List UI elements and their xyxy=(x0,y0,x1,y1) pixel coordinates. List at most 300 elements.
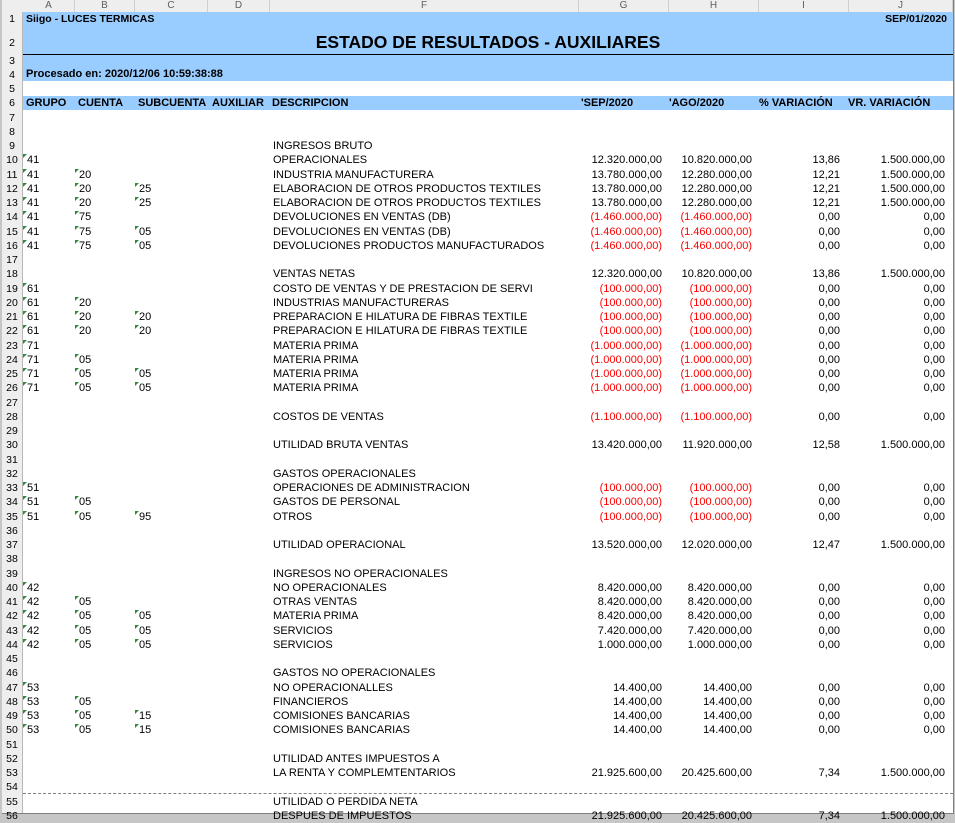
cell-sep[interactable]: 13.520.000,00 xyxy=(591,539,662,551)
cell-descripcion[interactable]: OTRAS VENTAS xyxy=(273,596,358,608)
cell-ago[interactable]: 12.280.000,00 xyxy=(681,182,752,195)
column-header-i[interactable]: I xyxy=(759,0,849,12)
cell-pct[interactable]: 0,00 xyxy=(818,638,840,651)
cell-descripcion[interactable]: MATERIA PRIMA xyxy=(273,610,359,623)
cell-pct[interactable]: 0,00 xyxy=(818,382,840,395)
cell-subcuenta[interactable]: 05 xyxy=(139,638,152,651)
row-number[interactable]: 47 xyxy=(6,681,18,694)
row-number[interactable]: 53 xyxy=(6,767,18,779)
cell-pct[interactable]: 0,00 xyxy=(818,581,840,594)
cell-grupo[interactable]: 41 xyxy=(27,197,40,209)
row-number[interactable]: 23 xyxy=(6,339,18,352)
cell-grupo[interactable]: 61 xyxy=(27,325,40,338)
row-number[interactable]: 43 xyxy=(6,624,18,637)
cell-descripcion[interactable]: COSTO DE VENTAS Y DE PRESTACION DE SERVI xyxy=(273,282,533,295)
cell-descripcion[interactable]: MATERIA PRIMA xyxy=(273,382,359,395)
cell-pct[interactable]: 0,00 xyxy=(818,496,840,509)
cell-pct[interactable]: 12,58 xyxy=(812,439,840,452)
cell-descripcion[interactable]: UTILIDAD O PERDIDA NETA xyxy=(273,795,418,808)
cell-sep[interactable]: 14.400,00 xyxy=(613,681,662,694)
cell-sep[interactable]: 12.320.000,00 xyxy=(591,154,662,167)
cell-vr[interactable]: 0,00 xyxy=(923,311,945,323)
cell-grupo[interactable]: 41 xyxy=(27,225,40,238)
cell-descripcion[interactable]: INGRESOS NO OPERACIONALES xyxy=(273,567,448,580)
cell-grupo[interactable]: 53 xyxy=(27,724,40,737)
row-number[interactable]: 17 xyxy=(6,254,18,266)
cell-subcuenta[interactable]: 20 xyxy=(139,325,152,338)
row-number[interactable]: 39 xyxy=(6,567,18,580)
cell-subcuenta[interactable]: 05 xyxy=(139,624,152,637)
cell-pct[interactable]: 0,00 xyxy=(818,368,840,380)
col-ago[interactable]: 'AGO/2020 xyxy=(669,97,725,109)
cell-sep[interactable]: 8.420.000,00 xyxy=(597,596,662,608)
cell-sep[interactable]: 13.420.000,00 xyxy=(591,439,662,452)
cell-grupo[interactable]: 41 xyxy=(27,211,40,224)
cell-ago[interactable]: 14.400,00 xyxy=(703,681,752,694)
cell-ago[interactable]: 8.420.000,00 xyxy=(687,610,752,623)
cell-sep[interactable]: (1.000.000,00) xyxy=(590,353,662,366)
cell-cuenta[interactable]: 05 xyxy=(79,368,92,380)
row-number[interactable]: 10 xyxy=(6,154,18,167)
row-number[interactable]: 52 xyxy=(6,752,18,765)
row-number[interactable]: 51 xyxy=(6,738,18,751)
cell-grupo[interactable]: 41 xyxy=(27,154,40,167)
cell-ago[interactable]: (1.100.000,00) xyxy=(680,410,752,423)
cell-descripcion[interactable]: UTILIDAD BRUTA VENTAS xyxy=(273,439,409,452)
cell-pct[interactable]: 13,86 xyxy=(812,268,840,281)
cell-grupo[interactable]: 51 xyxy=(27,510,40,523)
cell-cuenta[interactable]: 20 xyxy=(79,182,92,195)
cell-subcuenta[interactable]: 95 xyxy=(139,510,152,523)
cell-vr[interactable]: 1.500.000,00 xyxy=(880,182,945,195)
cell-ago[interactable]: 10.820.000,00 xyxy=(681,154,752,167)
cell-pct[interactable]: 0,00 xyxy=(818,353,840,366)
cell-sep[interactable]: (1.000.000,00) xyxy=(590,339,662,352)
row-number[interactable]: 6 xyxy=(9,97,15,110)
column-header-j[interactable]: J xyxy=(849,0,953,12)
cell-sep[interactable]: (100.000,00) xyxy=(599,482,662,494)
cell-vr[interactable]: 0,00 xyxy=(923,638,945,651)
row-number[interactable]: 32 xyxy=(6,467,18,480)
row-number[interactable]: 45 xyxy=(6,653,18,665)
row-number[interactable]: 22 xyxy=(6,325,18,338)
cell-vr[interactable]: 1.500.000,00 xyxy=(880,439,945,452)
row-number[interactable]: 15 xyxy=(6,225,18,238)
cell-vr[interactable]: 0,00 xyxy=(923,325,945,338)
row-number[interactable]: 13 xyxy=(6,197,18,209)
row-number[interactable]: 56 xyxy=(6,809,18,822)
col-descripcion[interactable]: DESCRIPCION xyxy=(272,97,349,109)
cell-ago[interactable]: 20.425.600,00 xyxy=(681,767,752,779)
cell-ago[interactable]: (100.000,00) xyxy=(689,282,752,295)
cell-ago[interactable]: 14.400,00 xyxy=(703,724,752,737)
cell-descripcion[interactable]: NO OPERACIONALLES xyxy=(273,681,393,694)
company-name[interactable]: Siigo - LUCES TERMICAS xyxy=(26,13,155,25)
cell-ago[interactable]: 7.420.000,00 xyxy=(687,624,752,637)
cell-pct[interactable]: 7,34 xyxy=(818,809,840,822)
cell-ago[interactable]: (1.460.000,00) xyxy=(680,239,752,252)
cell-descripcion[interactable]: SERVICIOS xyxy=(273,624,333,637)
cell-descripcion[interactable]: VENTAS NETAS xyxy=(273,268,356,281)
cell-cuenta[interactable]: 05 xyxy=(79,510,92,523)
cell-descripcion[interactable]: FINANCIEROS xyxy=(273,695,349,708)
cell-sep[interactable]: 14.400,00 xyxy=(613,695,662,708)
page-title[interactable]: ESTADO DE RESULTADOS - AUXILIARES xyxy=(315,32,661,52)
row-number[interactable]: 14 xyxy=(6,211,18,224)
cell-vr[interactable]: 0,00 xyxy=(923,211,945,224)
row-number[interactable]: 1 xyxy=(9,13,15,25)
cell-ago[interactable]: (100.000,00) xyxy=(689,482,752,494)
cell-grupo[interactable]: 71 xyxy=(27,353,40,366)
cell-grupo[interactable]: 53 xyxy=(27,681,40,694)
cell-ago[interactable]: 11.920.000,00 xyxy=(682,439,752,452)
cell-vr[interactable]: 0,00 xyxy=(923,681,945,694)
cell-pct[interactable]: 0,00 xyxy=(818,211,840,224)
column-header-h[interactable]: H xyxy=(669,0,759,12)
cell-grupo[interactable]: 42 xyxy=(27,581,40,594)
row-number[interactable]: 31 xyxy=(6,453,18,466)
cell-sep[interactable]: 21.925.600,00 xyxy=(591,809,662,822)
cell-subcuenta[interactable]: 05 xyxy=(139,368,152,380)
cell-sep[interactable]: 8.420.000,00 xyxy=(597,610,662,623)
cell-vr[interactable]: 0,00 xyxy=(923,239,945,252)
cell-vr[interactable]: 0,00 xyxy=(923,610,945,623)
cell-ago[interactable]: (100.000,00) xyxy=(689,510,752,523)
cell-cuenta[interactable]: 75 xyxy=(79,225,92,238)
cell-cuenta[interactable]: 05 xyxy=(79,382,92,395)
cell-subcuenta[interactable]: 05 xyxy=(139,382,152,395)
cell-cuenta[interactable]: 05 xyxy=(79,695,92,708)
col-pct[interactable]: % VARIACIÓN xyxy=(759,97,833,109)
cell-descripcion[interactable]: UTILIDAD OPERACIONAL xyxy=(273,539,406,551)
cell-sep[interactable]: (1.460.000,00) xyxy=(590,239,662,252)
cell-descripcion[interactable]: ELABORACION DE OTROS PRODUCTOS TEXTILES xyxy=(273,197,541,209)
cell-descripcion[interactable]: DEVOLUCIONES EN VENTAS (DB) xyxy=(273,225,451,238)
row-number[interactable]: 7 xyxy=(9,111,15,124)
cell-sep[interactable]: (1.100.000,00) xyxy=(590,410,662,423)
col-sep[interactable]: 'SEP/2020 xyxy=(581,97,634,109)
row-number[interactable]: 20 xyxy=(6,296,18,309)
cell-grupo[interactable]: 71 xyxy=(27,368,40,380)
cell-pct[interactable]: 12,47 xyxy=(812,539,840,551)
row-number[interactable]: 48 xyxy=(6,695,18,708)
row-number[interactable]: 5 xyxy=(9,83,15,95)
row-number[interactable]: 41 xyxy=(6,596,18,608)
cell-sep[interactable]: (1.000.000,00) xyxy=(590,368,662,380)
cell-grupo[interactable]: 51 xyxy=(27,496,40,509)
cell-pct[interactable]: 0,00 xyxy=(818,510,840,523)
cell-cuenta[interactable]: 05 xyxy=(79,624,92,637)
row-number[interactable]: 27 xyxy=(6,396,18,409)
cell-cuenta[interactable]: 75 xyxy=(79,239,92,252)
cell-subcuenta[interactable]: 15 xyxy=(139,724,152,737)
row-number[interactable]: 36 xyxy=(6,524,18,537)
cell-descripcion[interactable]: COMISIONES BANCARIAS xyxy=(273,724,410,737)
row-number[interactable]: 18 xyxy=(6,268,18,281)
cell-vr[interactable]: 0,00 xyxy=(923,410,945,423)
cell-pct[interactable]: 0,00 xyxy=(818,624,840,637)
cell-vr[interactable]: 0,00 xyxy=(923,368,945,380)
cell-sep[interactable]: (100.000,00) xyxy=(599,296,662,309)
cell-cuenta[interactable]: 20 xyxy=(79,311,92,323)
cell-vr[interactable]: 0,00 xyxy=(923,710,945,722)
row-number[interactable]: 24 xyxy=(6,353,18,366)
row-number[interactable]: 25 xyxy=(6,368,18,380)
cell-ago[interactable]: (1.460.000,00) xyxy=(680,211,752,224)
cell-cuenta[interactable]: 05 xyxy=(79,353,92,366)
row-number[interactable]: 2 xyxy=(9,37,15,49)
cell-pct[interactable]: 0,00 xyxy=(818,482,840,494)
cell-descripcion[interactable]: PREPARACION E HILATURA DE FIBRAS TEXTILE xyxy=(273,325,528,338)
column-header-f[interactable]: F xyxy=(270,0,579,12)
cell-pct[interactable]: 0,00 xyxy=(818,339,840,352)
cell-vr[interactable]: 1.500.000,00 xyxy=(880,268,945,281)
column-header-a[interactable]: A xyxy=(23,0,75,12)
cell-sep[interactable]: 14.400,00 xyxy=(613,710,662,722)
cell-ago[interactable]: (100.000,00) xyxy=(689,496,752,509)
cell-descripcion[interactable]: DESPUES DE IMPUESTOS xyxy=(273,809,412,822)
cell-grupo[interactable]: 42 xyxy=(27,638,40,651)
cell-pct[interactable]: 0,00 xyxy=(818,225,840,238)
cell-grupo[interactable]: 53 xyxy=(27,710,40,722)
cell-vr[interactable]: 1.500.000,00 xyxy=(880,767,945,779)
row-number[interactable]: 8 xyxy=(9,125,15,138)
cell-sep[interactable]: (100.000,00) xyxy=(599,510,662,523)
cell-descripcion[interactable]: OPERACIONALES xyxy=(273,154,368,167)
row-number[interactable]: 4 xyxy=(9,68,15,81)
cell-sep[interactable]: (1.460.000,00) xyxy=(590,225,662,238)
cell-ago[interactable]: 8.420.000,00 xyxy=(687,581,752,594)
cell-descripcion[interactable]: GASTOS NO OPERACIONALES xyxy=(273,667,436,680)
row-number[interactable]: 42 xyxy=(6,610,18,623)
cell-cuenta[interactable]: 20 xyxy=(79,296,92,309)
row-number[interactable]: 54 xyxy=(6,781,18,794)
cell-descripcion[interactable]: DEVOLUCIONES PRODUCTOS MANUFACTURADOS xyxy=(273,239,545,252)
cell-ago[interactable]: 12.020.000,00 xyxy=(681,539,752,551)
row-number[interactable]: 34 xyxy=(6,496,18,509)
row-number[interactable]: 30 xyxy=(6,439,18,452)
cell-grupo[interactable]: 42 xyxy=(27,610,40,623)
cell-descripcion[interactable]: INDUSTRIA MANUFACTURERA xyxy=(273,168,434,181)
cell-ago[interactable]: 14.400,00 xyxy=(703,710,752,722)
col-auxiliar[interactable]: AUXILIAR xyxy=(212,97,264,109)
col-subcuenta[interactable]: SUBCUENTA xyxy=(138,97,207,109)
cell-pct[interactable]: 0,00 xyxy=(818,710,840,722)
cell-ago[interactable]: (100.000,00) xyxy=(689,296,752,309)
cell-vr[interactable]: 1.500.000,00 xyxy=(880,539,945,551)
cell-grupo[interactable]: 41 xyxy=(27,239,40,252)
cell-vr[interactable]: 0,00 xyxy=(923,225,945,238)
cell-subcuenta[interactable]: 05 xyxy=(139,239,152,252)
processed-at[interactable]: Procesado en: 2020/12/06 10:59:38:88 xyxy=(26,68,223,80)
col-grupo[interactable]: GRUPO xyxy=(26,97,67,109)
row-number[interactable]: 37 xyxy=(6,539,18,551)
cell-cuenta[interactable]: 05 xyxy=(79,596,92,608)
column-header-d[interactable]: D xyxy=(208,0,270,12)
cell-ago[interactable]: 14.400,00 xyxy=(703,695,752,708)
cell-subcuenta[interactable]: 20 xyxy=(139,311,152,323)
cell-sep[interactable]: 7.420.000,00 xyxy=(597,624,662,637)
cell-descripcion[interactable]: INGRESOS BRUTO xyxy=(273,140,373,152)
cell-vr[interactable]: 0,00 xyxy=(923,724,945,737)
cell-descripcion[interactable]: INDUSTRIAS MANUFACTURERAS xyxy=(273,296,450,309)
cell-ago[interactable]: (1.000.000,00) xyxy=(680,382,752,395)
cell-subcuenta[interactable]: 05 xyxy=(139,225,152,238)
cell-vr[interactable]: 0,00 xyxy=(923,596,945,608)
cell-pct[interactable]: 7,34 xyxy=(818,767,840,779)
cell-grupo[interactable]: 71 xyxy=(27,382,40,395)
cell-pct[interactable]: 0,00 xyxy=(818,596,840,608)
cell-descripcion[interactable]: GASTOS OPERACIONALES xyxy=(273,467,416,480)
cell-vr[interactable]: 1.500.000,00 xyxy=(880,168,945,181)
row-number[interactable]: 28 xyxy=(6,410,18,423)
cell-ago[interactable]: (100.000,00) xyxy=(689,325,752,338)
cell-cuenta[interactable]: 20 xyxy=(79,325,92,338)
cell-pct[interactable]: 0,00 xyxy=(818,311,840,323)
row-number[interactable]: 55 xyxy=(6,795,18,808)
spreadsheet[interactable] xyxy=(2,0,954,822)
cell-vr[interactable]: 0,00 xyxy=(923,496,945,509)
cell-grupo[interactable]: 42 xyxy=(27,596,40,608)
cell-cuenta[interactable]: 20 xyxy=(79,168,92,181)
row-number[interactable]: 50 xyxy=(6,724,18,737)
cell-pct[interactable]: 0,00 xyxy=(818,325,840,338)
cell-descripcion[interactable]: PREPARACION E HILATURA DE FIBRAS TEXTILE xyxy=(273,311,528,323)
cell-sep[interactable]: (100.000,00) xyxy=(599,282,662,295)
row-number[interactable]: 9 xyxy=(9,140,15,152)
row-number[interactable]: 26 xyxy=(6,382,18,395)
cell-ago[interactable]: (1.000.000,00) xyxy=(680,339,752,352)
cell-cuenta[interactable]: 05 xyxy=(79,496,92,509)
cell-descripcion[interactable]: GASTOS DE PERSONAL xyxy=(273,496,400,509)
row-number[interactable]: 11 xyxy=(6,168,18,181)
cell-descripcion[interactable]: COMISIONES BANCARIAS xyxy=(273,710,410,722)
cell-grupo[interactable]: 41 xyxy=(27,168,40,181)
cell-vr[interactable]: 0,00 xyxy=(923,353,945,366)
cell-descripcion[interactable]: NO OPERACIONALES xyxy=(273,581,387,594)
cell-vr[interactable]: 0,00 xyxy=(923,382,945,395)
cell-grupo[interactable]: 61 xyxy=(27,282,40,295)
cell-ago[interactable]: 20.425.600,00 xyxy=(681,809,752,822)
cell-pct[interactable]: 0,00 xyxy=(818,724,840,737)
cell-pct[interactable]: 0,00 xyxy=(818,296,840,309)
row-number[interactable]: 38 xyxy=(6,553,18,566)
cell-pct[interactable]: 0,00 xyxy=(818,282,840,295)
cell-sep[interactable]: (100.000,00) xyxy=(599,496,662,509)
cell-subcuenta[interactable]: 25 xyxy=(139,182,152,195)
cell-descripcion[interactable]: SERVICIOS xyxy=(273,638,333,651)
row-number[interactable]: 46 xyxy=(6,667,18,680)
row-number[interactable]: 49 xyxy=(6,710,18,722)
cell-cuenta[interactable]: 05 xyxy=(79,710,92,722)
cell-vr[interactable]: 0,00 xyxy=(923,581,945,594)
cell-subcuenta[interactable]: 25 xyxy=(139,197,152,209)
cell-pct[interactable]: 12,21 xyxy=(812,182,840,195)
cell-descripcion[interactable]: LA RENTA Y COMPLEMTENTARIOS xyxy=(273,767,456,779)
cell-vr[interactable]: 0,00 xyxy=(923,510,945,523)
cell-pct[interactable]: 13,86 xyxy=(812,154,840,167)
row-number[interactable]: 33 xyxy=(6,482,18,494)
column-header-b[interactable]: B xyxy=(75,0,135,12)
cell-pct[interactable]: 0,00 xyxy=(818,695,840,708)
row-number[interactable]: 40 xyxy=(6,581,18,594)
cell-sep[interactable]: 14.400,00 xyxy=(613,724,662,737)
cell-cuenta[interactable]: 20 xyxy=(79,197,92,209)
cell-pct[interactable]: 0,00 xyxy=(818,610,840,623)
cell-sep[interactable]: (100.000,00) xyxy=(599,311,662,323)
cell-grupo[interactable]: 53 xyxy=(27,695,40,708)
cell-pct[interactable]: 0,00 xyxy=(818,410,840,423)
cell-descripcion[interactable]: UTILIDAD ANTES IMPUESTOS A xyxy=(273,752,440,765)
cell-ago[interactable]: (1.460.000,00) xyxy=(680,225,752,238)
cell-vr[interactable]: 0,00 xyxy=(923,624,945,637)
cell-sep[interactable]: 13.780.000,00 xyxy=(591,168,662,181)
cell-descripcion[interactable]: OPERACIONES DE ADMINISTRACION xyxy=(273,482,470,494)
cell-descripcion[interactable]: ELABORACION DE OTROS PRODUCTOS TEXTILES xyxy=(273,182,541,195)
cell-ago[interactable]: (1.000.000,00) xyxy=(680,368,752,380)
cell-descripcion[interactable]: MATERIA PRIMA xyxy=(273,339,359,352)
cell-sep[interactable]: 8.420.000,00 xyxy=(597,581,662,594)
cell-sep[interactable]: 12.320.000,00 xyxy=(591,268,662,281)
cell-subcuenta[interactable]: 15 xyxy=(139,710,152,722)
cell-vr[interactable]: 0,00 xyxy=(923,296,945,309)
col-cuenta[interactable]: CUENTA xyxy=(78,97,124,109)
cell-sep[interactable]: (100.000,00) xyxy=(599,325,662,338)
cell-descripcion[interactable]: COSTOS DE VENTAS xyxy=(273,410,384,423)
column-header-c[interactable]: C xyxy=(135,0,208,12)
row-number[interactable]: 3 xyxy=(9,55,15,67)
row-number[interactable]: 21 xyxy=(6,311,18,323)
cell-sep[interactable]: 13.780.000,00 xyxy=(591,182,662,195)
row-number[interactable]: 35 xyxy=(6,510,18,523)
cell-ago[interactable]: 10.820.000,00 xyxy=(681,268,752,281)
cell-vr[interactable]: 0,00 xyxy=(923,282,945,295)
cell-grupo[interactable]: 71 xyxy=(27,339,40,352)
cell-grupo[interactable]: 61 xyxy=(27,311,40,323)
cell-vr[interactable]: 1.500.000,00 xyxy=(880,809,945,822)
cell-descripcion[interactable]: MATERIA PRIMA xyxy=(273,353,359,366)
cell-vr[interactable]: 0,00 xyxy=(923,695,945,708)
cell-cuenta[interactable]: 05 xyxy=(79,610,92,623)
col-vr[interactable]: VR. VARIACIÓN xyxy=(848,97,931,109)
cell-cuenta[interactable]: 05 xyxy=(79,724,92,737)
cell-ago[interactable]: (1.000.000,00) xyxy=(680,353,752,366)
cell-sep[interactable]: (1.460.000,00) xyxy=(590,211,662,224)
cell-descripcion[interactable]: OTROS xyxy=(273,510,313,523)
cell-sep[interactable]: (1.000.000,00) xyxy=(590,382,662,395)
cell-cuenta[interactable]: 75 xyxy=(79,211,92,224)
cell-grupo[interactable]: 41 xyxy=(27,182,40,195)
cell-sep[interactable]: 13.780.000,00 xyxy=(591,197,662,209)
cell-vr[interactable]: 0,00 xyxy=(923,482,945,494)
column-header-g[interactable]: G xyxy=(579,0,669,12)
row-number[interactable]: 12 xyxy=(6,182,18,195)
report-date[interactable]: SEP/01/2020 xyxy=(885,13,947,25)
cell-descripcion[interactable]: MATERIA PRIMA xyxy=(273,368,359,380)
cell-sep[interactable]: 1.000.000,00 xyxy=(597,638,662,651)
cell-vr[interactable]: 1.500.000,00 xyxy=(880,197,945,209)
row-number[interactable]: 16 xyxy=(6,239,18,252)
cell-cuenta[interactable]: 05 xyxy=(79,638,92,651)
cell-pct[interactable]: 12,21 xyxy=(812,168,840,181)
row-number[interactable]: 44 xyxy=(6,638,18,651)
cell-pct[interactable]: 0,00 xyxy=(818,681,840,694)
row-number[interactable]: 29 xyxy=(6,425,18,437)
cell-sep[interactable]: 21.925.600,00 xyxy=(591,767,662,779)
cell-grupo[interactable]: 61 xyxy=(27,296,40,309)
cell-grupo[interactable]: 42 xyxy=(27,624,40,637)
cell-pct[interactable]: 0,00 xyxy=(818,239,840,252)
